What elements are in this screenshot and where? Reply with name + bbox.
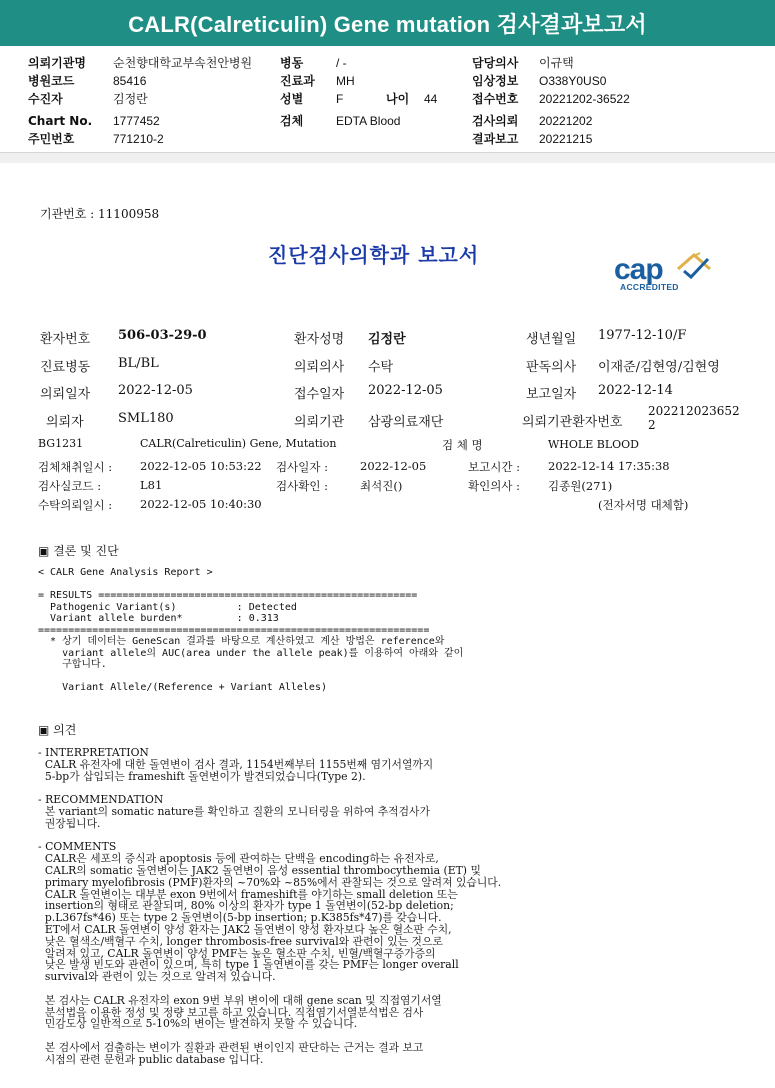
cap-accredited-logo [614, 249, 714, 299]
clinical-info-value: O338Y0US0 [539, 74, 607, 88]
lab-room-label: 검사실코드 : [38, 479, 102, 493]
lab-report-page [0, 163, 775, 1088]
req-date-value: 2022-12-05 [118, 383, 193, 398]
patient-label: 수진자 [28, 92, 63, 106]
result-line: 구합니다. [38, 659, 107, 670]
consign-time-label: 수탁의뢰일시 : [38, 498, 113, 512]
req-doctor-value: 수탁 [368, 360, 394, 375]
rcv-date-label: 접수일자 [294, 387, 345, 402]
req-org-value: 삼광의료재단 [368, 415, 444, 430]
cap-check-icon [674, 249, 714, 283]
cap-accredited-text: ACCREDITED [620, 282, 679, 292]
doctor-value: 이규택 [539, 56, 574, 70]
age-label: 나이 [386, 92, 410, 106]
test-date-value: 2022-12-05 [360, 459, 427, 473]
opinion-line: ET에서 CALR 돌연변이 양성 환자는 JAK2 돌연변이 양성 환자보다 높은 혈소판 수치, [38, 922, 452, 936]
verify-doctor-label: 확인의사 : [468, 479, 520, 493]
result-line: Variant allele burden* : 0.313 [38, 613, 279, 624]
lab-report-title: 진단검사의학과 보고서 [268, 243, 480, 267]
result-report-label: 결과보고 [472, 132, 519, 146]
req-doctor-label: 의뢰의사 [294, 360, 345, 375]
test-request-value: 20221202 [539, 114, 593, 128]
resident-no-value: 771210-2 [113, 132, 164, 146]
result-line: variant allele의 AUC(area under the allele peak)를 이용하여 아래와 같이 [38, 647, 464, 659]
result-heading: ▣ 결론 및 진단 [38, 544, 119, 558]
department-label: 진료과 [280, 74, 315, 88]
reg-no-label: 환자번호 [40, 332, 91, 347]
opinion-line: 시점의 관련 문헌과 public database 입니다. [38, 1052, 264, 1066]
lab-room-value: L81 [140, 478, 163, 492]
opinion-line: 5-bp가 삽입되는 frameshift 돌연변이가 발견되었습니다(Type 2). [38, 769, 366, 783]
chart-no-value: 1777452 [113, 114, 160, 128]
result-line: Pathogenic Variant(s) : Detected [38, 601, 297, 613]
req-date-label: 의뢰일자 [40, 387, 91, 402]
opinion-line: 알려져 있고, CALR 돌연변이 양성 PMF는 높은 혈소판 수치, 빈혈/백혈구증가증의 [38, 946, 436, 960]
requester-value: SML180 [118, 411, 174, 426]
report-title-bar [0, 0, 775, 46]
opinion-line: 권장됩니다. [38, 816, 101, 830]
rcv-date-value: 2022-12-05 [368, 383, 443, 398]
obs-doctor-value: 이재준/김현영/김현영 [598, 360, 720, 375]
chart-no-label: Chart No. [28, 114, 93, 128]
patient-name-label: 환자성명 [294, 332, 345, 347]
collect-time-value: 2022-12-05 10:53:22 [140, 459, 262, 473]
result-line [38, 671, 463, 683]
org-patient-no-label: 의뢰기관환자번호 [522, 415, 623, 430]
clinical-info-label: 임상정보 [472, 74, 519, 88]
hospital-code-value: 85416 [113, 74, 147, 88]
verify-doctor-value: 김종원(271) [548, 479, 613, 493]
collect-time-label: 검체채취일시 : [38, 460, 113, 474]
cap-logo-text: cap [614, 253, 663, 286]
result-line: = RESULTS ===================================================== [38, 590, 418, 601]
receipt-no-value: 20221202-36522 [539, 92, 630, 106]
dob-label: 생년월일 [526, 332, 577, 347]
header-divider [0, 152, 775, 163]
opinion-line: 낮은 혈색소/백혈구 수치, longer thrombosis-free survival와 관련이 있는 것으로 [38, 934, 443, 948]
ward-label: 병동 [280, 56, 304, 70]
result-line: * 상기 데이터는 GeneScan 결과를 바탕으로 계산하였고 계산 방법은 reference와 [38, 636, 445, 647]
result-block [38, 567, 463, 694]
test-name: CALR(Calreticulin) Gene, Mutation [140, 437, 337, 450]
esign-note: (전자서명 대체함) [598, 498, 689, 512]
opinion-line: 본 variant의 somatic nature를 확인하고 질환의 모니터링을 위하여 추적검사가 [38, 804, 430, 818]
test-confirm-label: 검사확인 : [276, 479, 328, 493]
hospital-code-label: 병원코드 [28, 74, 75, 88]
opinion-line: CALR은 세포의 증식과 apoptosis 등에 관여하는 단백을 encoding하는 유전자로, [38, 852, 439, 866]
opinion-line: 본 검사에서 검출하는 변이가 질환과 관련된 변이인지 판단하는 근거는 결과 보고 [38, 1040, 424, 1054]
obs-doctor-label: 판독의사 [526, 360, 577, 375]
test-code: BG1231 [38, 437, 84, 450]
department-value: MH [336, 74, 355, 88]
ward-label-2: 진료병동 [40, 360, 91, 375]
report-time-label: 보고시간 : [468, 460, 520, 474]
rep-date-value: 2022-12-14 [598, 383, 673, 398]
institution-number: 기관번호 : 11100958 [40, 207, 160, 221]
opinion-line: 본 검사는 CALR 유전자의 exon 9번 부위 변이에 대해 gene scan 및 직접염기서열 [38, 993, 442, 1007]
result-line: ================================================================= [38, 624, 430, 636]
resident-no-label: 주민번호 [28, 132, 75, 146]
result-report-value: 20221215 [539, 132, 593, 146]
hospital-value: 순천향대학교부속천안병원 [113, 56, 253, 70]
report-time-value: 2022-12-14 17:35:38 [548, 459, 670, 473]
opinion-line: insertion의 형태로 관찰되며, 80% 이상의 환자가 type 1 돌연변이(52-bp deletion; [38, 899, 454, 913]
rep-date-label: 보고일자 [526, 387, 577, 402]
result-line: < CALR Gene Analysis Report > [38, 567, 213, 578]
requester-label: 의뢰자 [46, 415, 84, 430]
specimen-name-label: 검 체 명 [442, 438, 483, 452]
opinion-line: CALR의 somatic 돌연변이는 JAK2 돌연변이 음성 essential thrombocythemia (ET) 및 [38, 863, 481, 877]
result-line: Variant Allele/(Reference + Variant Alleles) [38, 682, 327, 693]
specimen-label: 검체 [280, 114, 304, 128]
opinion-line: primary myelofibrosis (PMF)환자의 ~70%와 ~85%에서 관찰되는 것으로 알려져 있습니다. [38, 875, 502, 889]
ward-value-2: BL/BL [118, 356, 159, 371]
hospital-label: 의뢰기관명 [28, 56, 86, 70]
opinion-line: 낮은 발생 빈도와 관련이 있으며, 특히 type 1 돌연변이를 갖는 PMF는 longer overall [38, 958, 459, 972]
opinion-line: 분석법을 이용한 정성 및 정량 보고를 하고 있습니다. 직접염기서열분석법은 검사 [38, 1005, 424, 1019]
sex-label: 성별 [280, 92, 304, 106]
result-line [38, 579, 463, 591]
ward-value: / - [336, 56, 347, 70]
patient-name-value: 김정란 [368, 332, 406, 347]
opinion-line: CALR 유전자에 대한 돌연변이 검사 결과, 1154번째부터 1155번째 염기서열까지 [38, 757, 434, 771]
specimen-name-value: WHOLE BLOOD [548, 438, 639, 451]
specimen-value: EDTA Blood [336, 114, 401, 128]
receipt-no-label: 접수번호 [472, 92, 519, 106]
patient-value: 김정란 [113, 92, 148, 106]
test-date-label: 검사일자 : [276, 460, 328, 474]
test-confirm-value: 최석진() [360, 479, 403, 493]
opinion-line: - INTERPRETATION [38, 746, 149, 759]
opinion-block [38, 747, 501, 1066]
opinion-line: p.L367fs*46) 또는 type 2 돌연변이(5-bp insertion; p.K385fs*47)를 갖습니다. [38, 911, 442, 925]
consign-time-value: 2022-12-05 10:40:30 [140, 497, 262, 511]
opinion-line: survival와 관련이 있는 것으로 알려져 있습니다. [38, 970, 276, 984]
sex-value: F [336, 92, 344, 106]
req-org-label: 의뢰기관 [294, 415, 345, 430]
opinion-line: - RECOMMENDATION [38, 793, 164, 807]
opinion-line: CALR 돌연변이는 대부분 exon 9번에서 frameshift를 야기하는 small deletion 또는 [38, 887, 458, 901]
test-request-label: 검사의뢰 [472, 114, 519, 128]
opinion-line: 민감도상 일반적으로 5-10%의 변이는 발견하지 못할 수 있습니다. [38, 1017, 358, 1031]
org-patient-no-value-1: 202212023652 [648, 404, 740, 418]
opinion-heading: ▣ 의견 [38, 723, 77, 737]
reg-no-value: 506-03-29-0 [118, 328, 207, 343]
age-value: 44 [424, 92, 438, 106]
org-patient-no-value-2: 2 [648, 418, 656, 432]
doctor-label: 담당의사 [472, 56, 519, 70]
report-title: CALR(Calreticulin) Gene mutation 검사결과보고서 [128, 11, 647, 37]
opinion-line: - COMMENTS [38, 840, 117, 854]
header-info [0, 54, 775, 150]
dob-value: 1977-12-10/F [598, 328, 687, 343]
opinion-line [38, 983, 501, 995]
